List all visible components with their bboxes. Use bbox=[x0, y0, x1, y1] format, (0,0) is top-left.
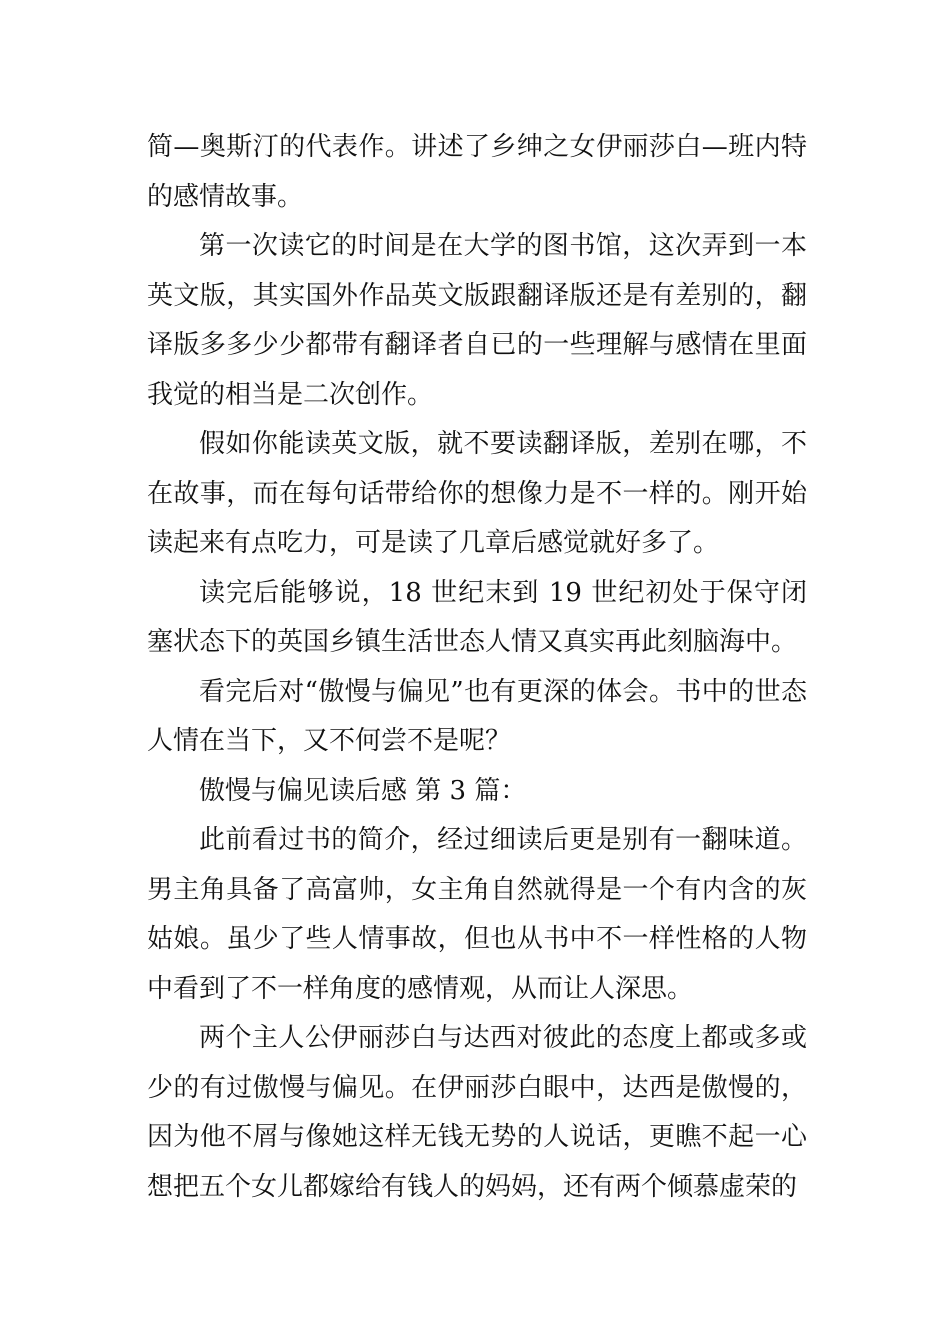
paragraph: 此前看过书的简介，经过细读后更是别有一翻味道。男主角具备了高富帅，女主角自然就得是一个有内含的灰姑娘。虽少了些人情事故，但也从书中不一样性格的人物中看到了不一样角度的感情观，从而让人深思。 bbox=[147, 825, 807, 1004]
paragraph: 第一次读它的时间是在大学的图书馆，这次弄到一本英文版，其实国外作品英文版跟翻译版还是有差别的，翻译版多多少少都带有翻译者自已的一些理解与感情在里面我觉的相当是二次创作。 bbox=[147, 231, 807, 410]
paragraph: 两个主人公伊丽莎白与达西对彼此的态度上都或多或少的有过傲慢与偏见。在伊丽莎白眼中，达西是傲慢的，因为他不屑与像她这样无钱无势的人说话，更瞧不起一心想把五个女儿都嫁给有钱人的妈妈，还有两个倾慕虚荣的 bbox=[147, 1023, 807, 1202]
section-heading: 傲慢与偏见读后感 第 3 篇： bbox=[199, 775, 527, 806]
paragraph: 假如你能读英文版，就不要读翻译版，差别在哪，不在故事，而在每句话带给你的想像力是不一样的。刚开始读起来有点吃力，可是读了几章后感觉就好多了。 bbox=[147, 429, 807, 558]
paragraph: 看完后对“傲慢与偏见”也有更深的体会。书中的世态人情在当下，又不何尝不是呢？ bbox=[147, 676, 807, 756]
document-body bbox=[147, 123, 807, 1212]
paragraph: 简—奥斯汀的代表作。讲述了乡绅之女伊丽莎白—班内特的感情故事。 bbox=[147, 132, 807, 212]
paragraph: 读完后能够说，18 世纪末到 19 世纪初处于保守闭塞状态下的英国乡镇生活世态人情又真实再此刻脑海中。 bbox=[147, 577, 807, 657]
